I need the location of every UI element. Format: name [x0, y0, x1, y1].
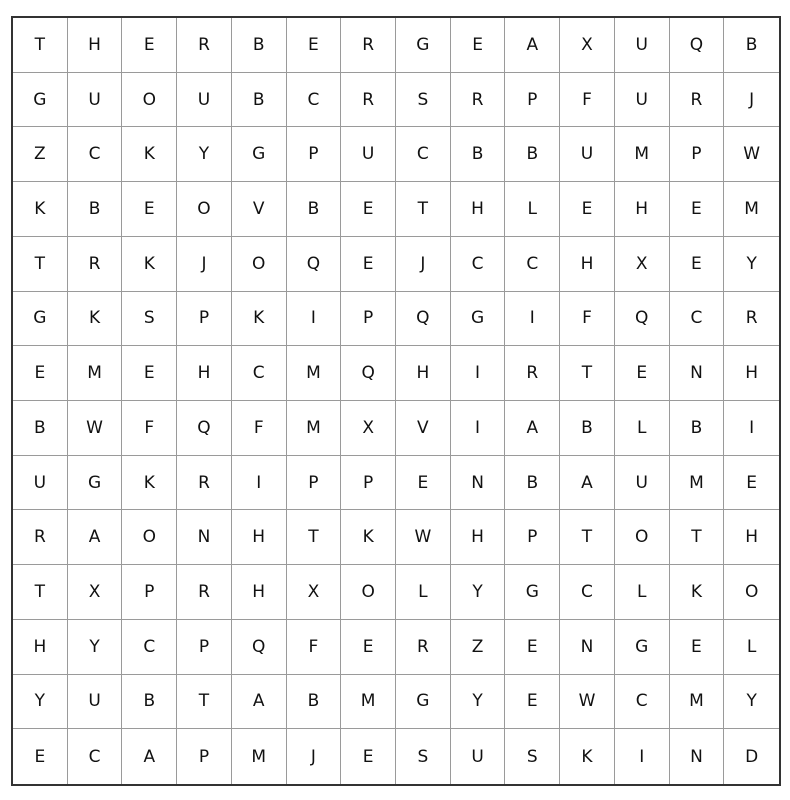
letter-cell[interactable]: Q	[287, 237, 342, 292]
letter-cell[interactable]: R	[177, 456, 232, 511]
letter-cell[interactable]: G	[13, 292, 68, 347]
letter-cell[interactable]: M	[287, 346, 342, 401]
letter-cell[interactable]: K	[232, 292, 287, 347]
letter-cell[interactable]: M	[670, 456, 725, 511]
letter-cell[interactable]: F	[122, 401, 177, 456]
letter-cell[interactable]: N	[451, 456, 506, 511]
letter-cell[interactable]: I	[451, 346, 506, 401]
letter-cell[interactable]: U	[177, 73, 232, 128]
letter-cell[interactable]: E	[13, 729, 68, 784]
letter-cell[interactable]: S	[122, 292, 177, 347]
letter-cell[interactable]: E	[122, 182, 177, 237]
letter-cell[interactable]: G	[13, 73, 68, 128]
letter-cell[interactable]: V	[232, 182, 287, 237]
letter-cell[interactable]: C	[670, 292, 725, 347]
letter-cell[interactable]: U	[615, 73, 670, 128]
letter-cell[interactable]: P	[505, 73, 560, 128]
letter-cell[interactable]: I	[451, 401, 506, 456]
letter-cell[interactable]: P	[122, 565, 177, 620]
letter-cell[interactable]: E	[341, 729, 396, 784]
letter-cell[interactable]: E	[396, 456, 451, 511]
letter-cell[interactable]: C	[451, 237, 506, 292]
letter-cell[interactable]: B	[505, 456, 560, 511]
letter-cell[interactable]: F	[560, 73, 615, 128]
letter-cell[interactable]: P	[177, 292, 232, 347]
letter-cell[interactable]: K	[122, 237, 177, 292]
letter-cell[interactable]: X	[560, 18, 615, 73]
letter-cell[interactable]: W	[560, 675, 615, 730]
letter-cell[interactable]: L	[615, 401, 670, 456]
letter-cell[interactable]: U	[560, 127, 615, 182]
letter-cell[interactable]: P	[505, 510, 560, 565]
letter-cell[interactable]: C	[396, 127, 451, 182]
letter-cell[interactable]: W	[724, 127, 779, 182]
letter-cell[interactable]: T	[177, 675, 232, 730]
letter-cell[interactable]: O	[232, 237, 287, 292]
letter-cell[interactable]: E	[724, 456, 779, 511]
letter-cell[interactable]: H	[451, 510, 506, 565]
letter-cell[interactable]: H	[232, 510, 287, 565]
letter-cell[interactable]: R	[396, 620, 451, 675]
letter-cell[interactable]: T	[13, 18, 68, 73]
letter-cell[interactable]: M	[670, 675, 725, 730]
letter-cell[interactable]: H	[724, 510, 779, 565]
letter-cell[interactable]: P	[177, 729, 232, 784]
letter-cell[interactable]: G	[396, 675, 451, 730]
letter-cell[interactable]: E	[341, 237, 396, 292]
letter-cell[interactable]: P	[341, 292, 396, 347]
letter-cell[interactable]: O	[724, 565, 779, 620]
letter-cell[interactable]: K	[68, 292, 123, 347]
letter-cell[interactable]: Y	[451, 565, 506, 620]
letter-cell[interactable]: T	[560, 510, 615, 565]
letter-cell[interactable]: V	[396, 401, 451, 456]
letter-cell[interactable]: C	[68, 127, 123, 182]
letter-cell[interactable]: S	[396, 729, 451, 784]
letter-cell[interactable]: H	[451, 182, 506, 237]
letter-cell[interactable]: P	[670, 127, 725, 182]
letter-cell[interactable]: Q	[341, 346, 396, 401]
letter-cell[interactable]: K	[13, 182, 68, 237]
letter-cell[interactable]: A	[505, 18, 560, 73]
letter-cell[interactable]: A	[122, 729, 177, 784]
letter-cell[interactable]: D	[745, 746, 759, 767]
letter-cell[interactable]: R	[177, 565, 232, 620]
letter-cell[interactable]: G	[451, 292, 506, 347]
letter-cell[interactable]: Y	[724, 237, 779, 292]
letter-cell[interactable]: Z	[13, 127, 68, 182]
letter-cell[interactable]: T	[13, 565, 68, 620]
letter-cell[interactable]: G	[505, 565, 560, 620]
letter-cell[interactable]: C	[122, 620, 177, 675]
letter-cell[interactable]: N	[670, 729, 725, 784]
letter-cell[interactable]: L	[724, 620, 779, 675]
letter-cell[interactable]: O	[177, 182, 232, 237]
letter-cell[interactable]: L	[505, 182, 560, 237]
letter-cell[interactable]: U	[615, 18, 670, 73]
letter-cell[interactable]: W	[396, 510, 451, 565]
letter-cell[interactable]: B	[724, 18, 779, 73]
letter-cell[interactable]: Q	[396, 292, 451, 347]
letter-cell[interactable]: M	[68, 346, 123, 401]
letter-cell[interactable]: T	[396, 182, 451, 237]
letter-cell[interactable]: M	[232, 729, 287, 784]
letter-cell[interactable]: C	[560, 565, 615, 620]
letter-cell[interactable]: B	[232, 73, 287, 128]
letter-cell[interactable]: H	[68, 18, 123, 73]
letter-cell[interactable]: G	[396, 18, 451, 73]
letter-cell[interactable]: O	[341, 565, 396, 620]
letter-cell[interactable]: B	[560, 401, 615, 456]
letter-cell[interactable]: Q	[232, 620, 287, 675]
letter-cell[interactable]: U	[13, 456, 68, 511]
letter-cell[interactable]: F	[232, 401, 287, 456]
letter-cell[interactable]: R	[724, 292, 779, 347]
letter-cell[interactable]: H	[396, 346, 451, 401]
letter-cell[interactable]: E	[670, 237, 725, 292]
letter-cell[interactable]: Q	[670, 18, 725, 73]
letter-cell[interactable]: R	[451, 73, 506, 128]
letter-cell[interactable]: U	[68, 73, 123, 128]
letter-cell[interactable]: C	[615, 675, 670, 730]
letter-cell[interactable]: H	[615, 182, 670, 237]
letter-cell[interactable]: Y	[68, 620, 123, 675]
letter-cell[interactable]: S	[505, 729, 560, 784]
letter-cell[interactable]: O	[122, 73, 177, 128]
letter-cell[interactable]: B	[670, 401, 725, 456]
letter-cell[interactable]: K	[341, 510, 396, 565]
letter-cell[interactable]: R	[341, 18, 396, 73]
letter-cell[interactable]: X	[615, 237, 670, 292]
letter-cell[interactable]: J	[396, 237, 451, 292]
letter-cell[interactable]: P	[287, 456, 342, 511]
letter-cell[interactable]: H	[232, 565, 287, 620]
letter-cell[interactable]: F	[287, 620, 342, 675]
letter-cell[interactable]: J	[724, 73, 779, 128]
letter-cell[interactable]: R	[505, 346, 560, 401]
letter-cell[interactable]: F	[560, 292, 615, 347]
letter-cell[interactable]: B	[13, 401, 68, 456]
letter-cell[interactable]: Y	[177, 127, 232, 182]
letter-cell[interactable]: E	[122, 346, 177, 401]
letter-cell[interactable]: E	[505, 620, 560, 675]
letter-cell[interactable]: N	[177, 510, 232, 565]
letter-cell[interactable]: I	[505, 292, 560, 347]
letter-cell[interactable]: U	[341, 127, 396, 182]
letter-cell[interactable]: R	[670, 73, 725, 128]
letter-cell[interactable]: B	[122, 675, 177, 730]
letter-cell[interactable]: K	[122, 127, 177, 182]
letter-cell[interactable]: C	[232, 346, 287, 401]
letter-cell[interactable]: M	[724, 182, 779, 237]
letter-cell[interactable]: E	[451, 18, 506, 73]
letter-cell[interactable]: T	[13, 237, 68, 292]
letter-cell[interactable]: P	[177, 620, 232, 675]
letter-cell[interactable]: R	[13, 510, 68, 565]
letter-cell[interactable]: I	[724, 401, 779, 456]
letter-cell[interactable]: Q	[615, 292, 670, 347]
letter-cell[interactable]: T	[670, 510, 725, 565]
letter-cell[interactable]: T	[560, 346, 615, 401]
letter-cell[interactable]: Z	[451, 620, 506, 675]
letter-cell[interactable]: X	[341, 401, 396, 456]
letter-cell[interactable]: H	[177, 346, 232, 401]
letter-cell[interactable]: I	[232, 456, 287, 511]
letter-cell[interactable]: A	[560, 456, 615, 511]
letter-cell[interactable]: K	[122, 456, 177, 511]
letter-cell[interactable]: L	[615, 565, 670, 620]
letter-cell[interactable]: M	[341, 675, 396, 730]
letter-cell[interactable]: B	[287, 182, 342, 237]
letter-cell[interactable]: A	[68, 510, 123, 565]
letter-cell[interactable]: Y	[451, 675, 506, 730]
letter-cell[interactable]: E	[341, 620, 396, 675]
letter-cell[interactable]: X	[287, 565, 342, 620]
letter-cell[interactable]: P	[341, 456, 396, 511]
letter-cell[interactable]: Y	[724, 675, 779, 730]
letter-cell[interactable]: G	[615, 620, 670, 675]
letter-cell[interactable]: P	[287, 127, 342, 182]
letter-cell[interactable]: B	[451, 127, 506, 182]
letter-cell[interactable]: U	[451, 729, 506, 784]
letter-cell[interactable]: B	[505, 127, 560, 182]
letter-cell[interactable]: R	[341, 73, 396, 128]
letter-cell[interactable]: K	[670, 565, 725, 620]
letter-cell[interactable]: E	[505, 675, 560, 730]
letter-cell[interactable]: Y	[13, 675, 68, 730]
letter-cell[interactable]: W	[68, 401, 123, 456]
letter-cell[interactable]: N	[560, 620, 615, 675]
letter-cell[interactable]: E	[670, 182, 725, 237]
letter-cell[interactable]: K	[560, 729, 615, 784]
letter-cell[interactable]: G	[68, 456, 123, 511]
letter-cell[interactable]: X	[68, 565, 123, 620]
letter-cell[interactable]: B	[68, 182, 123, 237]
letter-cell[interactable]: E	[670, 620, 725, 675]
letter-cell[interactable]: C	[287, 73, 342, 128]
letter-cell[interactable]: M	[287, 401, 342, 456]
letter-cell[interactable]: J	[287, 729, 342, 784]
letter-cell[interactable]: I	[287, 292, 342, 347]
letter-cell[interactable]: I	[615, 729, 670, 784]
letter-cell[interactable]: H	[13, 620, 68, 675]
letter-cell[interactable]: U	[68, 675, 123, 730]
letter-cell[interactable]: H	[724, 346, 779, 401]
letter-cell[interactable]: J	[177, 237, 232, 292]
letter-cell[interactable]: B	[232, 18, 287, 73]
letter-cell[interactable]: E	[341, 182, 396, 237]
letter-cell[interactable]: G	[232, 127, 287, 182]
letter-cell[interactable]: E	[13, 346, 68, 401]
letter-cell[interactable]: C	[505, 237, 560, 292]
letter-cell[interactable]: L	[396, 565, 451, 620]
word-search-grid	[11, 16, 781, 786]
letter-cell[interactable]: E	[560, 182, 615, 237]
letter-cell[interactable]: O	[122, 510, 177, 565]
letter-cell[interactable]: H	[560, 237, 615, 292]
letter-cell[interactable]: T	[287, 510, 342, 565]
letter-cell[interactable]: S	[396, 73, 451, 128]
letter-cell[interactable]: M	[615, 127, 670, 182]
letter-cell[interactable]: U	[615, 456, 670, 511]
letter-cell[interactable]: R	[68, 237, 123, 292]
letter-cell[interactable]: E	[615, 346, 670, 401]
letter-cell[interactable]: N	[670, 346, 725, 401]
letter-cell[interactable]: E	[122, 18, 177, 73]
letter-cell[interactable]: C	[68, 729, 123, 784]
letter-cell[interactable]: O	[615, 510, 670, 565]
letter-cell[interactable]: A	[505, 401, 560, 456]
letter-cell[interactable]: A	[232, 675, 287, 730]
letter-cell[interactable]: E	[287, 18, 342, 73]
letter-cell[interactable]: Q	[177, 401, 232, 456]
letter-cell[interactable]: B	[287, 675, 342, 730]
letter-cell[interactable]: R	[177, 18, 232, 73]
